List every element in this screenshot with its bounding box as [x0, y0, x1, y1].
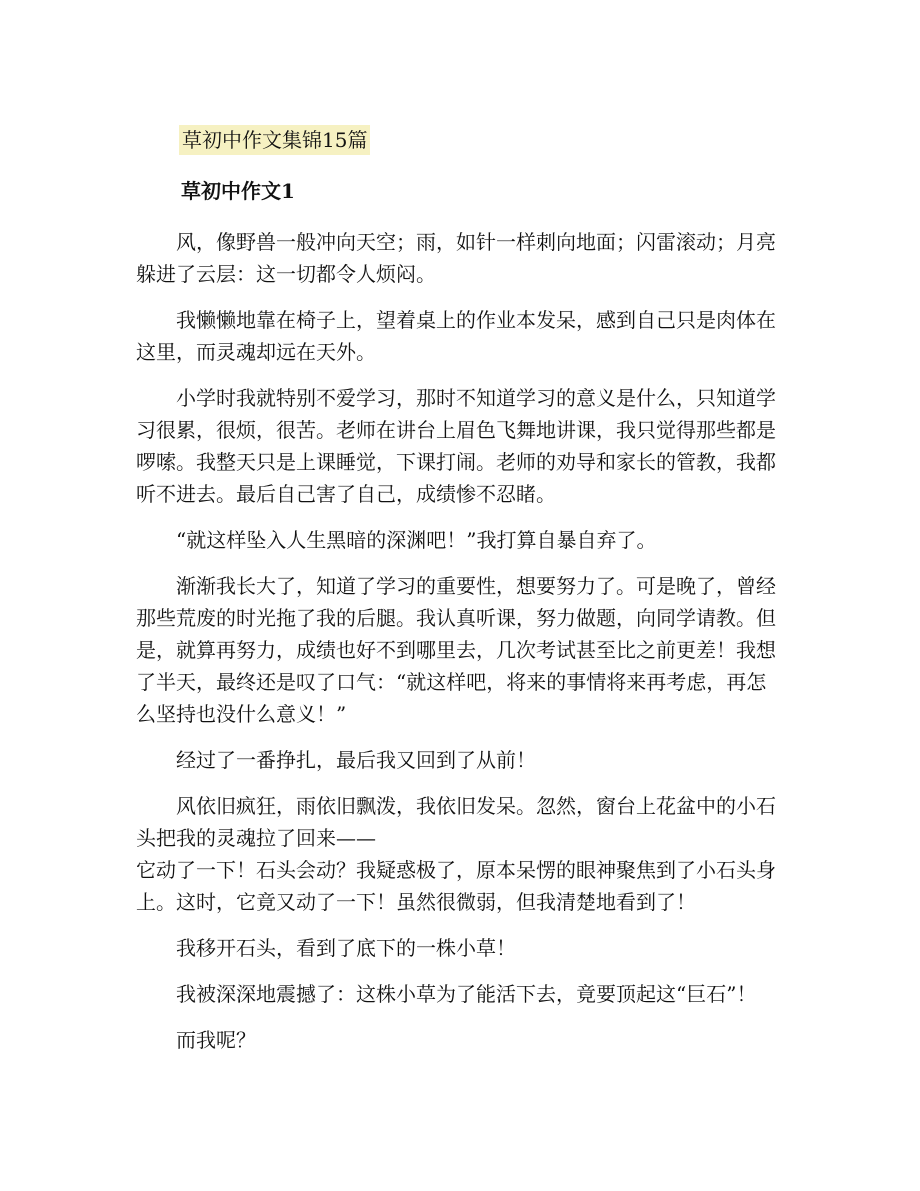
- paragraph: 我移开石头，看到了底下的一株小草！: [176, 936, 516, 960]
- document-title: 草初中作文集锦15篇: [179, 125, 370, 155]
- paragraph: 我懒懒地靠在椅子上，望着桌上的作业本发呆，感到自己只是肉体在这里，而灵魂却远在天外。: [136, 308, 776, 364]
- paragraph: 而我呢？: [176, 1028, 256, 1052]
- paragraph: 风依旧疯狂，雨依旧飘泼，我依旧发呆。忽然，窗台上花盆中的小石头把我的灵魂拉了回来——: [136, 794, 776, 850]
- paragraph: 风，像野兽一般冲向天空；雨，如针一样刺向地面；闪雷滚动；月亮躲进了云层：这一切都令人烦闷。: [136, 230, 776, 286]
- paragraph: “就这样坠入人生黑暗的深渊吧！”我打算自暴自弃了。: [176, 528, 657, 552]
- document-body: [136, 226, 786, 1070]
- paragraph: 我被深深地震撼了：这株小草为了能活下去，竟要顶起这“巨石”！: [176, 982, 757, 1006]
- paragraph: 小学时我就特别不爱学习，那时不知道学习的意义是什么，只知道学习很累，很烦，很苦。老师在讲台上眉色飞舞地讲课，我只觉得那些都是啰嗦。我整天只是上课睡觉，下课打闹。老师的劝导和家长的管教，我都听不进去。最后自己害了自己，成绩惨不忍睹。: [136, 386, 776, 506]
- paragraph: 经过了一番挣扎，最后我又回到了从前！: [176, 748, 536, 772]
- section-heading: 草初中作文1: [181, 179, 295, 203]
- paragraph: 它动了一下！石头会动？我疑惑极了，原本呆愣的眼神聚焦到了小石头身上。这时，它竟又动了一下！虽然很微弱，但我清楚地看到了！: [136, 858, 776, 914]
- paragraph: 渐渐我长大了，知道了学习的重要性，想要努力了。可是晚了，曾经那些荒废的时光拖了我的后腿。我认真听课，努力做题，向同学请教。但是，就算再努力，成绩也好不到哪里去，几次考试甚至比之前更差！我想了半天，最终还是叹了口气：“就这样吧，将来的事情将来再考虑，再怎么坚持也没什么意义！”: [136, 574, 776, 726]
